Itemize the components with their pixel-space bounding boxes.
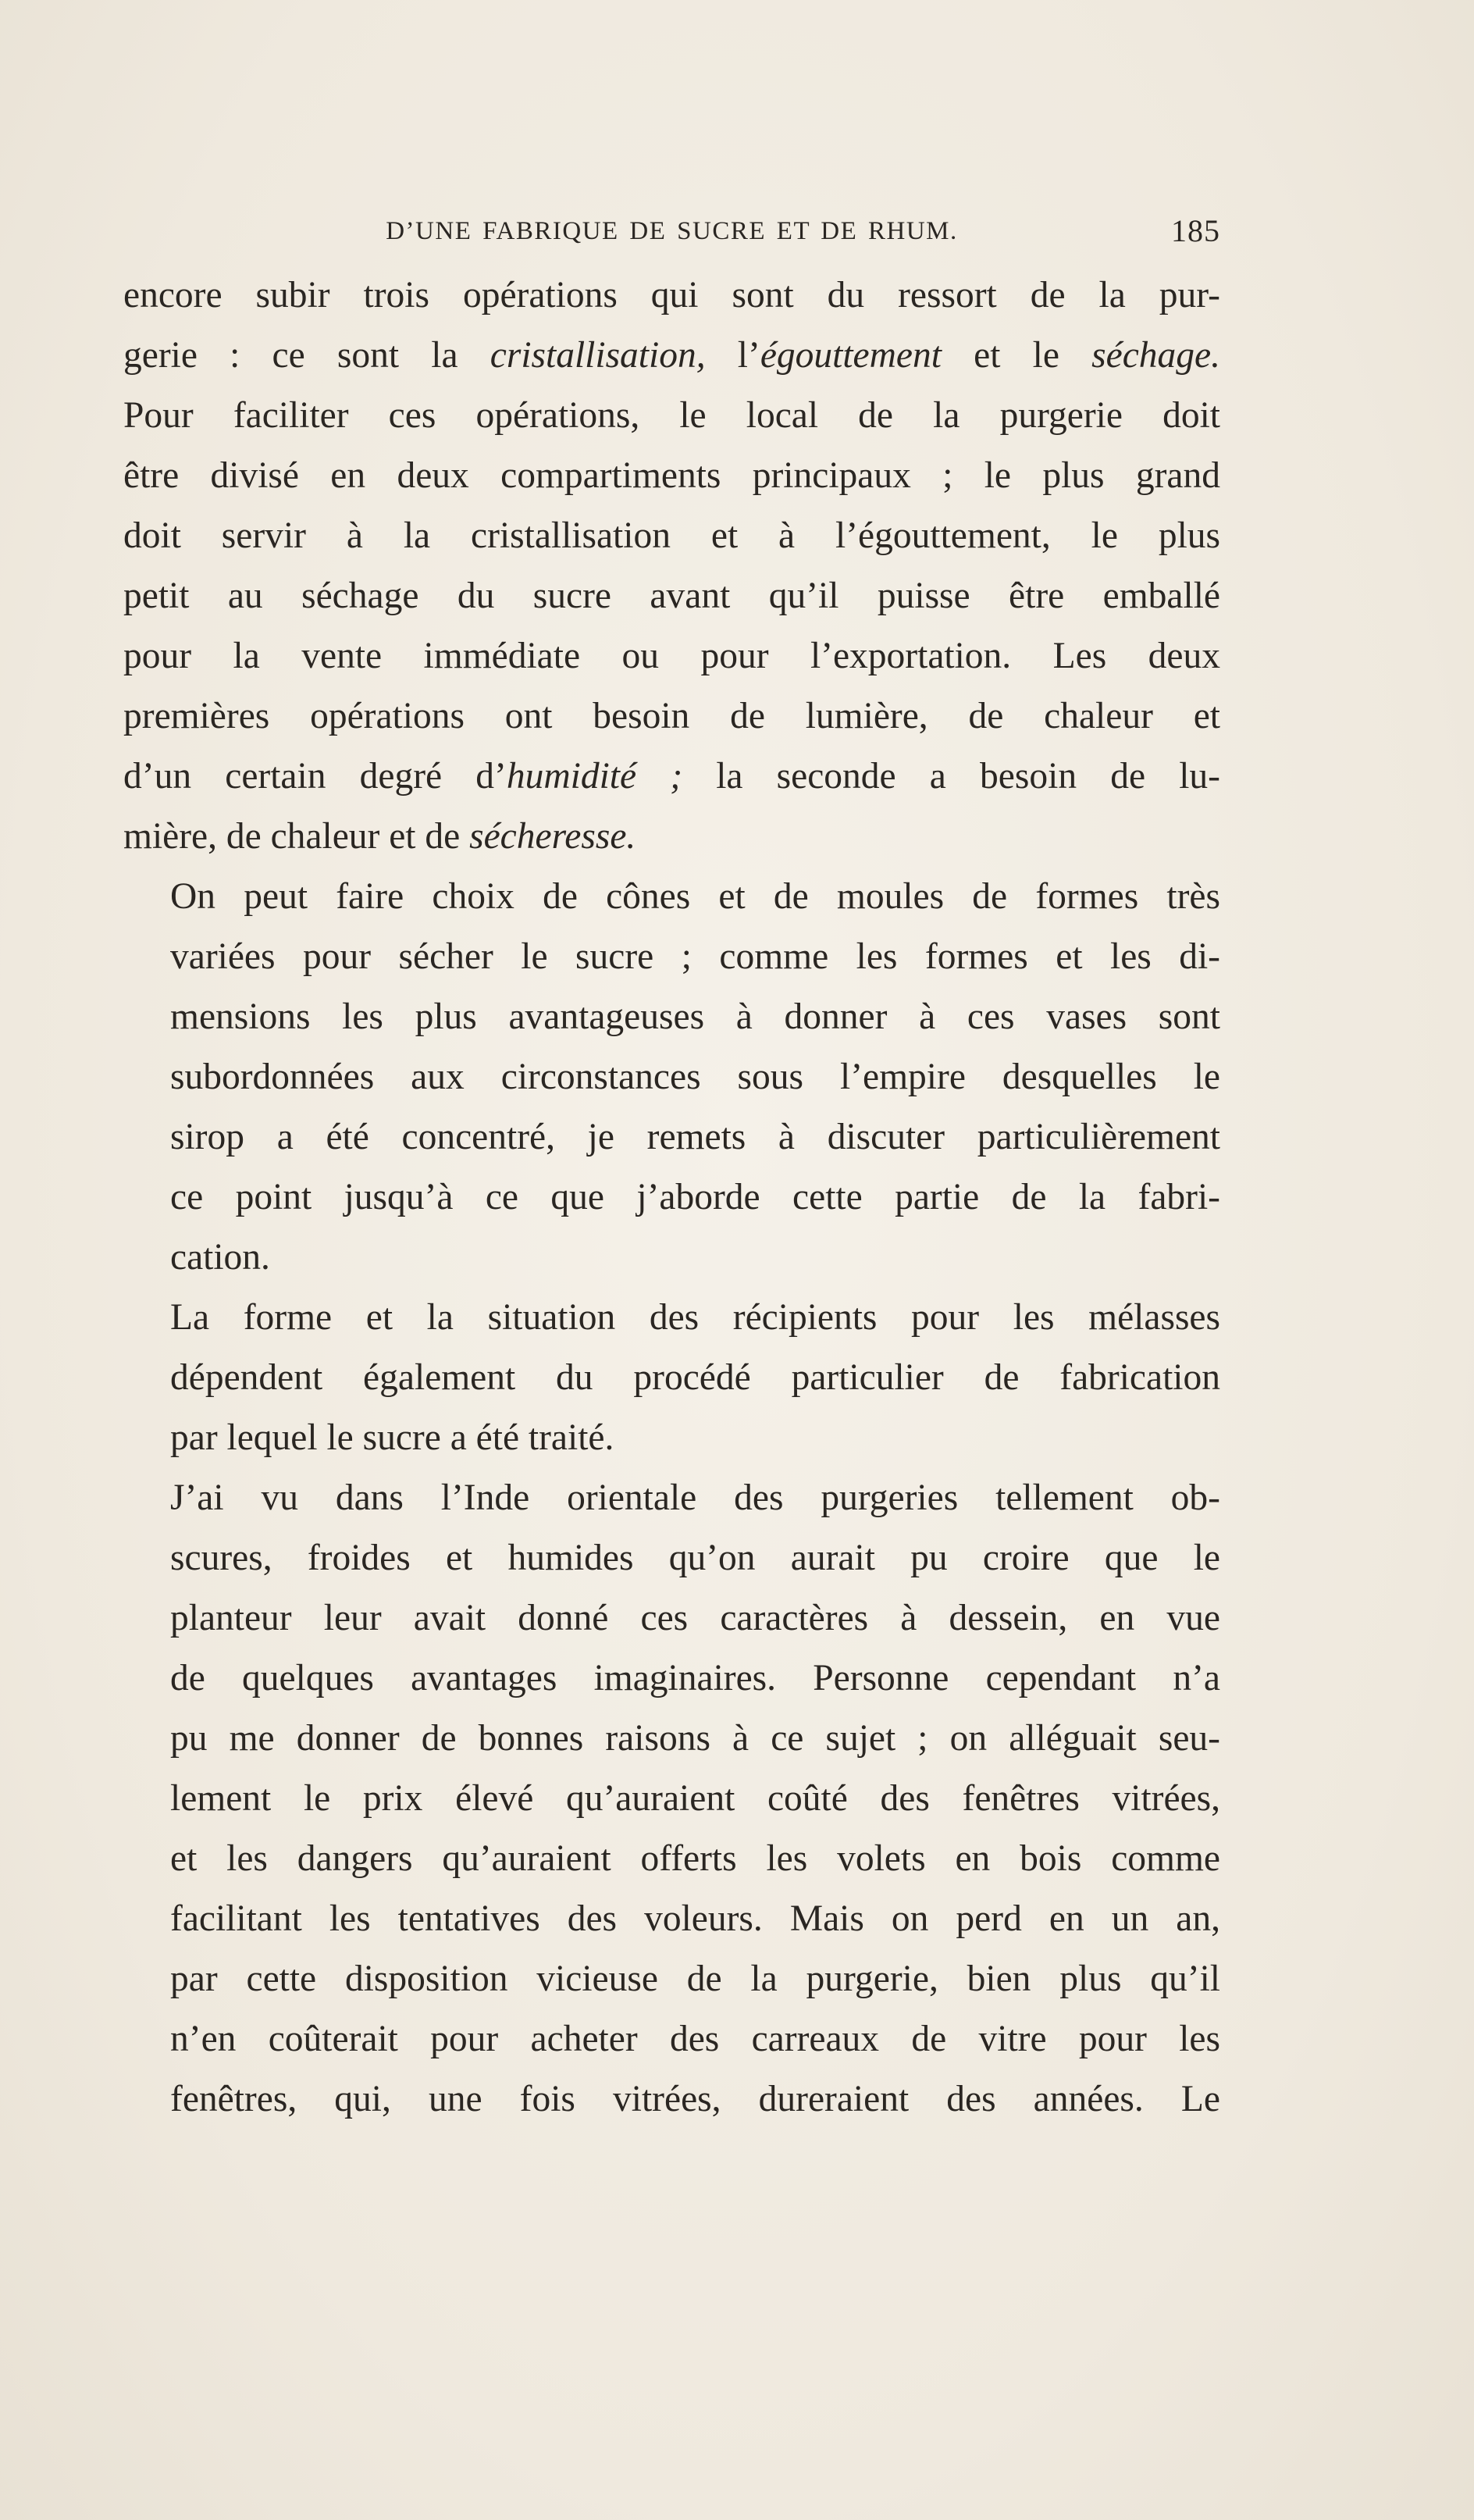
running-title: D’UNE FABRIQUE DE SUCRE ET DE RHUM. bbox=[386, 217, 958, 245]
text-line: variées pour sécher le sucre ; comme les formes et les di- bbox=[170, 936, 1220, 977]
text-line: dépendent également du procédé particulier de fabrication bbox=[170, 1357, 1220, 1398]
text-line: fenêtres, qui, une fois vitrées, dureraient des années. Le bbox=[170, 2079, 1220, 2119]
page-number: 185 bbox=[1171, 213, 1220, 248]
text-line: Pour faciliter ces opérations, le local de la purgerie doit bbox=[123, 395, 1220, 436]
text-line: petit au séchage du sucre avant qu’il puisse être emballé bbox=[123, 576, 1220, 616]
text-line: scures, froides et humides qu’on aurait pu croire que le bbox=[170, 1538, 1220, 1578]
text-line: On peut faire choix de cônes et de moules de formes très bbox=[170, 876, 1220, 917]
paragraph-3 bbox=[123, 1288, 1220, 1468]
running-head bbox=[123, 211, 1220, 258]
text-line: par cette disposition vicieuse de la purgerie, bien plus qu’il bbox=[170, 1959, 1220, 1999]
text-line: La forme et la situation des récipients pour les mélasses bbox=[170, 1297, 1220, 1338]
italic-text: sécheresse. bbox=[469, 816, 636, 857]
italic-text: séchage. bbox=[1091, 335, 1220, 376]
text-line: par lequel le sucre a été traité. bbox=[170, 1417, 614, 1458]
text-line: et les dangers qu’auraient offerts les volets en bois comme bbox=[170, 1838, 1220, 1879]
text-line: gerie : ce sont la cristallisation, l’égouttement et le séchage. bbox=[123, 335, 1220, 376]
text-line: sirop a été concentré, je remets à discuter particulièrement bbox=[170, 1117, 1220, 1157]
text-line: planteur leur avait donné ces caractères à dessein, en vue bbox=[170, 1598, 1220, 1638]
italic-text: humidité ; bbox=[506, 756, 683, 797]
text-line: de quelques avantages imaginaires. Personne cependant n’a bbox=[170, 1658, 1220, 1698]
text-line: être divisé en deux compartiments principaux ; le plus grand bbox=[123, 455, 1220, 496]
text-line: mensions les plus avantageuses à donner à ces vases sont bbox=[170, 996, 1220, 1037]
paragraph-2 bbox=[123, 867, 1220, 1288]
italic-text: égouttement bbox=[760, 335, 942, 376]
text-line: subordonnées aux circonstances sous l’empire desquelles le bbox=[170, 1057, 1220, 1097]
text-line: J’ai vu dans l’Inde orientale des purgeries tellement ob- bbox=[170, 1477, 1220, 1518]
text-line: facilitant les tentatives des voleurs. Mais on perd en un an, bbox=[170, 1898, 1220, 1939]
text-line: doit servir à la cristallisation et à l’égouttement, le plus bbox=[123, 515, 1220, 556]
text-line: d’un certain degré d’humidité ; la seconde a besoin de lu- bbox=[123, 756, 1220, 797]
text-line: lement le prix élevé qu’auraient coûté des fenêtres vitrées, bbox=[170, 1778, 1220, 1819]
text-line: premières opérations ont besoin de lumière, de chaleur et bbox=[123, 696, 1220, 736]
text-line: pu me donner de bonnes raisons à ce sujet ; on alléguait seu- bbox=[170, 1718, 1220, 1759]
text-line: n’en coûterait pour acheter des carreaux de vitre pour les bbox=[170, 2019, 1220, 2059]
paragraph-4 bbox=[123, 1468, 1220, 2130]
text-line: pour la vente immédiate ou pour l’exportation. Les deux bbox=[123, 636, 1220, 676]
text-line: mière, de chaleur et de sécheresse. bbox=[123, 816, 636, 857]
page-content bbox=[123, 211, 1220, 2130]
italic-text: cristallisation, bbox=[490, 335, 706, 376]
text-line: ce point jusqu’à ce que j’aborde cette partie de la fabri- bbox=[170, 1177, 1220, 1217]
paragraph-1 bbox=[123, 266, 1220, 867]
text-line: encore subir trois opérations qui sont du ressort de la pur- bbox=[123, 275, 1220, 315]
text-line: cation. bbox=[170, 1237, 270, 1278]
